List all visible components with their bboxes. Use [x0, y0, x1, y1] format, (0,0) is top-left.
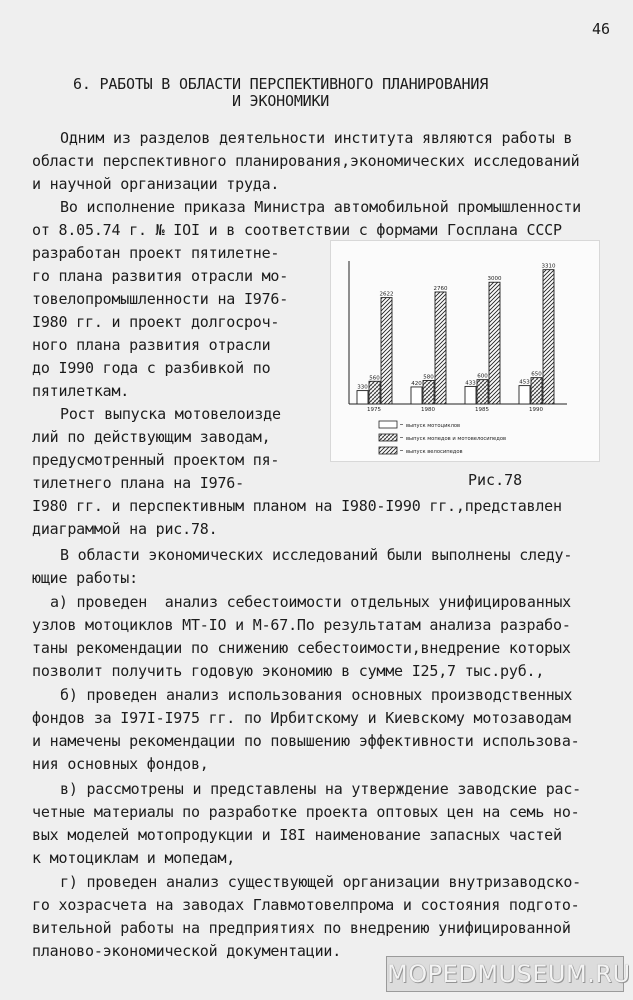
bar-1980-series-3 — [435, 292, 446, 404]
text-line: вительной работы на предприятиях по внедрению унифицированной — [32, 919, 571, 937]
text-line: Одним из разделов деятельности института являются работы в — [60, 129, 573, 147]
text-line: тилетнего плана на I976- — [32, 474, 244, 492]
legend-label: выпуск мотоциклов — [406, 423, 461, 429]
bar-1985-series-2 — [477, 380, 488, 404]
text-line: в) рассмотрены и представлены на утверждение заводские рас- — [60, 780, 582, 798]
text-line: позволит получить годовую экономию в сумме I25,7 тыс.руб., — [32, 662, 545, 680]
text-line: пятилеткам. — [32, 382, 130, 400]
text-line: диаграммой на рис.78. — [32, 520, 218, 538]
data-label: 2760 — [433, 285, 448, 292]
data-label: 580 — [423, 374, 434, 381]
data-label: 2622 — [379, 291, 394, 298]
text-line: I980 гг. и перспективным планом на I980-I990 гг.,представлен — [32, 497, 562, 515]
x-tick-label: 1985 — [475, 407, 489, 413]
text-line: го хозрасчета на заводах Главмотовелпрома и состояния подгото- — [32, 896, 580, 914]
bar-1985-series-1 — [465, 386, 476, 404]
legend-swatch — [379, 447, 397, 454]
data-label: 560 — [369, 375, 380, 382]
page-number: 46 — [592, 20, 611, 38]
text-line: го плана развития отрасли мо- — [32, 267, 289, 285]
section-heading-line-2: И ЭКОНОМИКИ — [232, 92, 330, 110]
bar-1975-series-2 — [369, 381, 380, 404]
bar-1990-series-1 — [519, 386, 530, 404]
legend-label: выпуск мопедов и мотовелосипедов — [406, 436, 507, 442]
data-label: 3000 — [487, 276, 502, 283]
data-label: 330 — [357, 384, 368, 391]
figure-caption: Рис.78 — [468, 471, 523, 489]
text-line: Рост выпуска мотовелоизде — [60, 405, 281, 423]
x-tick-label: 1990 — [529, 407, 543, 413]
data-label: 453 — [519, 379, 530, 386]
text-line: до I990 года с разбивкой по — [32, 359, 271, 377]
watermark-logo: MOPEDMUSEUM.RU — [386, 956, 624, 992]
bar-1975-series-1 — [357, 391, 368, 404]
bar-1985-series-3 — [489, 282, 500, 404]
text-line: а) проведен анализ себестоимости отдельных унифицированных — [50, 593, 572, 611]
data-label: 433 — [465, 380, 476, 387]
x-tick-label: 1975 — [367, 407, 381, 413]
text-line: б) проведен анализ использования основных производственных — [60, 686, 573, 704]
text-line: предусмотренный проектом пя- — [32, 451, 280, 469]
bar-chart — [331, 241, 599, 461]
text-line: таны рекомендации по снижению себестоимости,внедрение которых — [32, 639, 571, 657]
bar-1980-series-1 — [411, 387, 422, 404]
text-line: Во исполнение приказа Министра автомобильной промышленности — [60, 198, 582, 216]
text-line: фондов за I97I-I975 гг. по Ирбитскому и Киевскому мотозаводам — [32, 709, 571, 727]
text-line: товелопромышленности на I976- — [32, 290, 289, 308]
legend-swatch — [379, 434, 397, 441]
bar-1990-series-2 — [531, 378, 542, 404]
text-line: к мотоциклам и мопедам, — [32, 849, 236, 867]
text-line: ного плана развития отрасли — [32, 336, 271, 354]
text-line: вых моделей мотопродукции и I8I наименование запасных частей — [32, 826, 562, 844]
text-line: лий по действующим заводам, — [32, 428, 271, 446]
section-heading-line-1: 6. РАБОТЫ В ОБЛАСТИ ПЕРСПЕКТИВНОГО ПЛАНИРОВАНИЯ — [73, 75, 489, 93]
text-line: планово-экономической документации. — [32, 942, 342, 960]
x-tick-label: 1980 — [421, 407, 435, 413]
text-line: разработан проект пятилетне- — [32, 244, 280, 262]
bar-1990-series-3 — [543, 270, 554, 404]
legend-label: выпуск велосипедов — [406, 449, 463, 455]
figure-78 — [330, 240, 600, 462]
text-line: ющие работы: — [32, 569, 138, 587]
bar-1975-series-3 — [381, 298, 392, 404]
text-line: области перспективного планирования,экономических исследований — [32, 152, 580, 170]
text-line: г) проведен анализ существующей организации внутризаводско- — [60, 873, 582, 891]
legend-swatch — [379, 421, 397, 428]
bar-1980-series-2 — [423, 380, 434, 404]
data-label: 650 — [531, 371, 542, 378]
text-line: четные материалы по разработке проекта оптовых цен на семь но- — [32, 803, 580, 821]
data-label: 600 — [477, 373, 488, 380]
data-label: 3310 — [541, 263, 556, 270]
text-line: ния основных фондов, — [32, 755, 209, 773]
text-line: и намечены рекомендации по повышению эффективности использова- — [32, 732, 580, 750]
text-line: I980 гг. и проект долгосроч- — [32, 313, 280, 331]
text-line: и научной организации труда. — [32, 175, 280, 193]
text-line: узлов мотоциклов МТ-IO и М-67.По результатам анализа разрабо- — [32, 616, 571, 634]
text-line: от 8.05.74 г. № IOI и в соответствии с формами Госплана СССР — [32, 221, 562, 239]
data-label: 420 — [411, 380, 422, 387]
text-line: В области экономических исследований были выполнены следу- — [60, 546, 573, 564]
